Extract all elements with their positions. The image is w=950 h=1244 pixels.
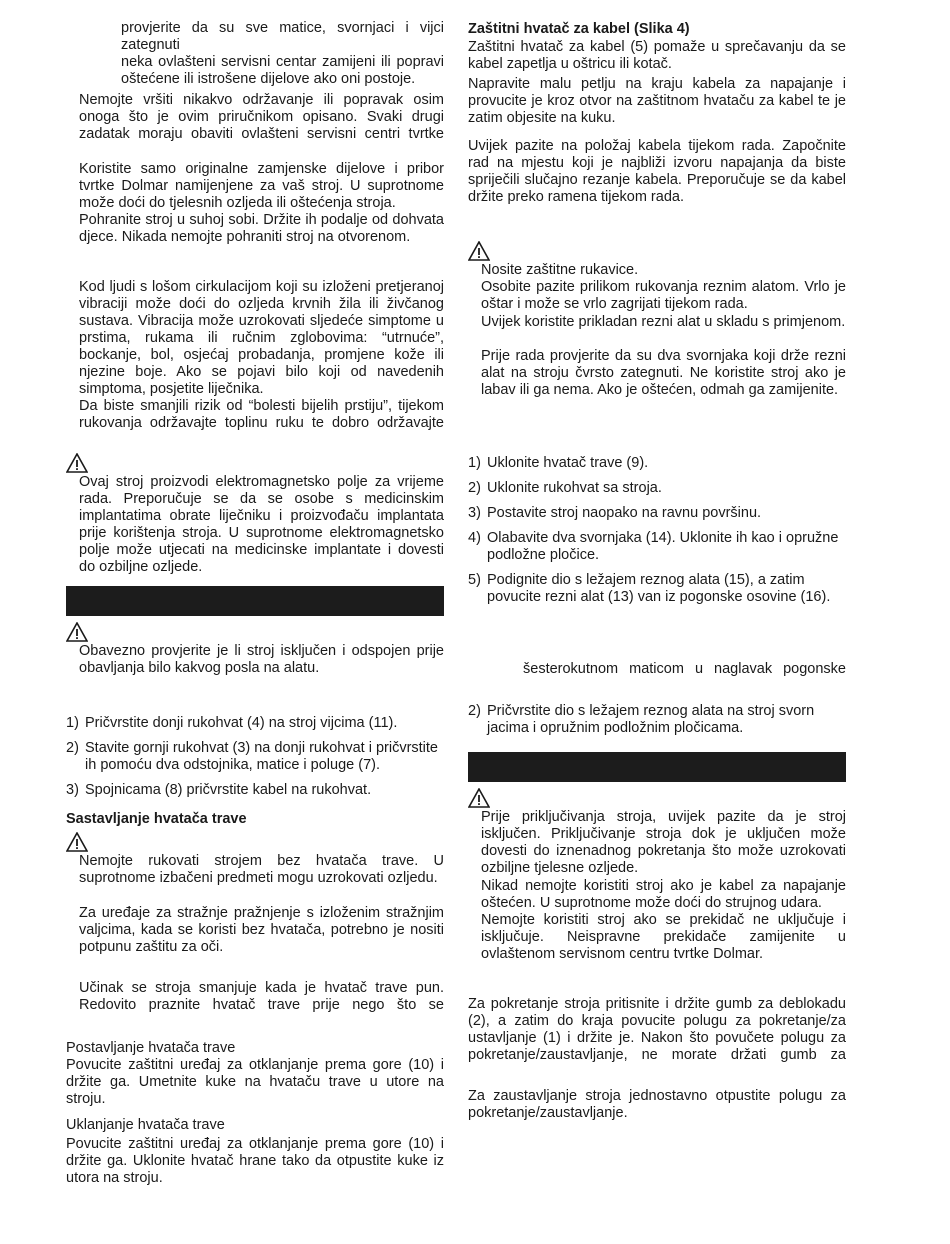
emf-warning-text: Ovaj stroj proizvodi elektromagnetsko polje za vrijeme rada. Preporučuje se da se osobe s medicinskim implantatima obrate liječniku i proizvođaču implantata prije korištenja stroja. U suprotnome elektromagnetsko polje može utjecati na medicinske implantate i dovesti do ozbiljne ozljede.: [79, 474, 444, 575]
warning-icon: [66, 622, 88, 642]
hex-nut-fragment: šesterokutnom maticom u naglavak pogonske: [523, 661, 846, 677]
grass-catcher-note: Učinak se stroja smanjuje kada je hvatač trave pun. Redovito praznite hvatač trave prije nego što se: [79, 980, 444, 1013]
white-finger-paragraph: Da biste smanjili rizik od “bolesti bijelih prstiju”, tijekom rukovanja održavajte toplinu ruku te dobro održavajte: [79, 398, 444, 431]
remove-catcher-text: Povucite zaštitni uređaj za otklanjanje prema gore (10) i držite ga. Uklonite hvatač hrane tako da otpustite kuke iz utora na stroju.: [66, 1136, 444, 1186]
list-item: 3) Spojnicama (8) pričvrstite kabel na rukohvat.: [66, 782, 372, 798]
power-warning-1: Prije priključivanja stroja, uvijek pazite da je stroj isključen. Priključivanje stroja dok je uključen može dovesti do iznenadnog pokretanja što može uzrokovati ozbiljne tjelesne ozljede.: [481, 809, 846, 876]
section-header-bar: [468, 752, 846, 782]
grass-catcher-heading: Sastavljanje hvatača trave: [66, 811, 247, 827]
start-paragraph: Za pokretanje stroja pritisnite i držite gumb za deblokadu (2), a zatim do kraja povucite polugu za pokretanje/za ustavljanje (1) i držite je. Nakon što povučete polugu za pokretanje/zaustavljanje, ne morate držati gumb za: [468, 996, 846, 1063]
cable-guard-heading: Zaštitni hvatač za kabel (Slika 4): [468, 21, 690, 37]
grass-warning-1: Nemojte rukovati strojem bez hvatača trave. U suprotnome izbačeni predmeti mogu uzrokovati ozljedu.: [79, 853, 444, 886]
stop-paragraph: Za zaustavljanje stroja jednostavno otpustite polugu za pokretanje/zaustavljanje.: [468, 1088, 846, 1121]
power-warning-3: Nemojte koristiti stroj ako se prekidač ne uključuje i isključuje. Neispravne prekidače zamijenite u ovlaštenom servisnom centru tvrtke Dolmar.: [481, 912, 846, 962]
original-parts-paragraph: Koristite samo originalne zamjenske dijelove i pribor tvrtke Dolmar namijenjene za vaš stroj. U suprotnome može doći do tjelesnih ozljeda ili oštećenja stroja.: [79, 161, 444, 211]
install-catcher-heading: Postavljanje hvatača trave: [66, 1040, 236, 1056]
list-item: 3) Postavite stroj naopako na ravnu površinu.: [468, 505, 762, 521]
intro-line-2: neka ovlašteni servisni centar zamijeni ili popravi oštećene ili istrošene dijelove ako oni postoje.: [121, 54, 444, 87]
handle-assembly-steps: [66, 715, 444, 799]
blade-warning-2: Osobite pazite prilikom rukovanja reznim alatom. Vrlo je oštar i može se vrlo zagrijati tijekom rada.: [481, 279, 846, 312]
blade-warning-4: Prije rada provjerite da su dva svornjaka koji drže rezni alat na stroju čvrsto zategnuti. Ne koristite stroj ako je labav ili ga nema. Ako je oštećen, odmah ga zamijenite.: [481, 348, 846, 398]
blade-install-step: [468, 703, 846, 737]
vibration-paragraph: Kod ljudi s lošom cirkulacijom koji su izloženi pretjeranoj vibraciji može doći do ozljeda krvnih žila ili živčanog sustava. Vibracija može uzrokovati sljedeće simptome u prstima, rukama ili ručnim zglobovima: “utrnuće”, bockanje, bol, osjećaj probadanja, promjene kože ili njezine boje. Ako se pojavi bilo koji od navedenih simptoma, posjetite liječnika.: [79, 279, 444, 397]
cable-guard-paragraph-1: Zaštitni hvatač za kabel (5) pomaže u sprečavanju da se kabel zapetlja u oštricu ili kotač.: [468, 39, 846, 72]
list-item: 2) Stavite gornji rukohvat (3) na donji rukohvat i pričvrstite ih pomoću dva odstojnika, matice i poluge (7).: [66, 740, 438, 773]
list-item: 1) Pričvrstite donji rukohvat (4) na stroj vijcima (11).: [66, 715, 398, 731]
storage-paragraph: Pohranite stroj u suhoj sobi. Držite ih podalje od dohvata djece. Nikada nemojte pohraniti stroj na otvorenom.: [79, 212, 444, 245]
list-item: 4) Olabavite dva svornjaka (14). Uklonite ih kao i opružne podložne pločice.: [468, 530, 839, 563]
power-warning-2: Nikad nemojte koristiti stroj ako je kabel za napajanje oštećen. U suprotnome može doći do strujnog udara.: [481, 878, 846, 911]
warning-icon: [66, 832, 88, 852]
maintenance-paragraph: Nemojte vršiti nikakvo održavanje ili popravak osim onoga što je ovim priručnikom opisano. Svaki drugi zadatak moraju obaviti ovlašteni servisni centri tvrtke: [79, 92, 444, 142]
blade-warning-3: Uvijek koristite prikladan rezni alat u skladu s primjenom.: [481, 314, 846, 330]
warning-icon: [66, 453, 88, 473]
intro-line-1: provjerite da su sve matice, svornjaci i vijci zategnuti: [121, 20, 444, 53]
section-header-bar: [66, 586, 444, 616]
list-item: 2) Uklonite rukohvat sa stroja.: [468, 480, 662, 496]
blade-warning-1: Nosite zaštitne rukavice.: [481, 262, 639, 278]
unplug-warning-text: Obavezno provjerite je li stroj isključen i odspojen prije obavljanja bilo kakvog posla na alatu.: [79, 643, 444, 676]
cable-guard-paragraph-2: Napravite malu petlju na kraju kabela za napajanje i provucite je kroz otvor na zaštitnom hvataču za kabel te je zatim objesite na kuku.: [468, 76, 846, 126]
intro-checklist: [121, 20, 444, 88]
warning-icon: [468, 241, 490, 261]
list-item: 2) Pričvrstite dio s ležajem reznog alata na stroj svorn jacima i opružnim podložnim pločicama.: [468, 703, 815, 736]
warning-icon: [468, 788, 490, 808]
remove-catcher-heading: Uklanjanje hvatača trave: [66, 1117, 225, 1133]
blade-removal-steps: [468, 455, 846, 606]
list-item: 1) Uklonite hvatač trave (9).: [468, 455, 649, 471]
list-item: 5) Podignite dio s ležajem reznog alata (15), a zatim povucite rezni alat (13) van iz pogonske osovine (16).: [468, 572, 831, 605]
install-catcher-text: Povucite zaštitni uređaj za otklanjanje prema gore (10) i držite ga. Umetnite kuke na hvataču trave u utore na stroju.: [66, 1057, 444, 1107]
grass-warning-2: Za uređaje za stražnje pražnjenje s izloženim stražnjim valjcima, kada se koristi bez hvatača, potrebno je nositi potpunu zaštitu za oči.: [79, 905, 444, 955]
cable-guard-paragraph-3: Uvijek pazite na položaj kabela tijekom rada. Započnite rad na mjestu koji je najbliži izvoru napajanja da biste spriječili slučajno rezanje kabela. Preporučuje se da kabel držite preko ramena tijekom rada.: [468, 138, 846, 205]
